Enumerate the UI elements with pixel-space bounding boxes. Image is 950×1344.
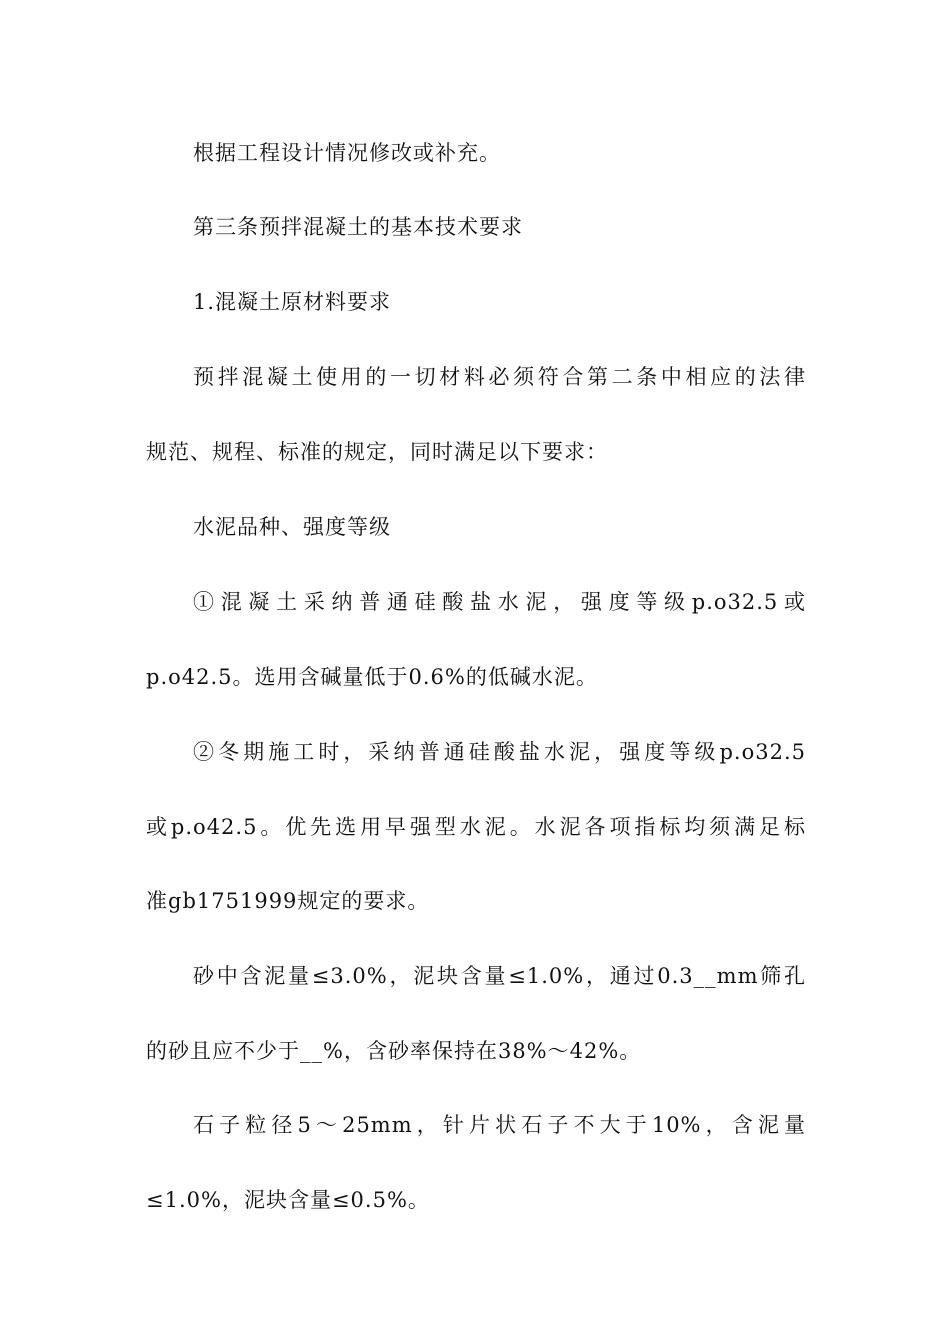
paragraph-line: 预拌混凝土使用的一切材料必须符合第二条中相应的法律 bbox=[193, 365, 806, 389]
text-line-1: 根据工程设计情况修改或补充。 bbox=[193, 141, 501, 165]
subsection-heading: 1.混凝土原材料要求 bbox=[193, 290, 392, 314]
paragraph-line: ②冬期施工时，采纳普通硅酸盐水泥，强度等级p.o32.5 bbox=[193, 740, 806, 764]
paragraph-line: p.o42.5。选用含碱量低于0.6%的低碱水泥。 bbox=[146, 665, 598, 689]
paragraph-line: 的砂且应不少于__%，含砂率保持在38%～42%。 bbox=[146, 1039, 642, 1063]
paragraph-line: 规范、规程、标准的规定，同时满足以下要求： bbox=[146, 440, 608, 464]
paragraph-line: ①混凝土采纳普通硅酸盐水泥，强度等级p.o32.5或 bbox=[193, 590, 806, 614]
section-heading: 第三条预拌混凝土的基本技术要求 bbox=[193, 215, 523, 239]
paragraph-line: 石子粒径5～25mm，针片状石子不大于10%，含泥量 bbox=[193, 1113, 806, 1137]
paragraph-line: 准gb1751999规定的要求。 bbox=[146, 889, 430, 913]
paragraph-line: ≤1.0%，泥块含量≤0.5%。 bbox=[146, 1188, 430, 1212]
paragraph-line: 或p.o42.5。优先选用早强型水泥。水泥各项指标均须满足标 bbox=[146, 815, 806, 839]
paragraph-line: 砂中含泥量≤3.0%，泥块含量≤1.0%，通过0.3__mm筛孔 bbox=[193, 964, 806, 988]
item-heading: 水泥品种、强度等级 bbox=[193, 515, 391, 539]
